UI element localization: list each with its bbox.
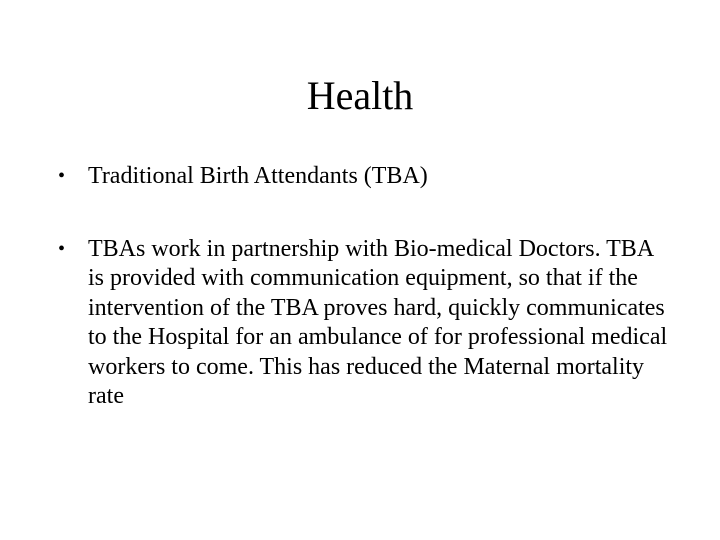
bullet-text: TBAs work in partnership with Bio-medical Doctors. TBA is provided with communication equipment, so that if the intervention of the TBA proves hard, quickly communicates to the Hospital for an ambulance of for professional medical workers to come. This has reduced the Maternal mortality rate [88,235,668,409]
bullet-icon: • [58,165,66,187]
bullet-list [58,162,668,412]
bullet-text: Traditional Birth Attendants (TBA) [88,163,428,189]
bullet-item [58,162,668,192]
bullet-icon: • [58,237,66,260]
bullet-item [58,235,668,412]
slide-title: Health [306,73,414,118]
